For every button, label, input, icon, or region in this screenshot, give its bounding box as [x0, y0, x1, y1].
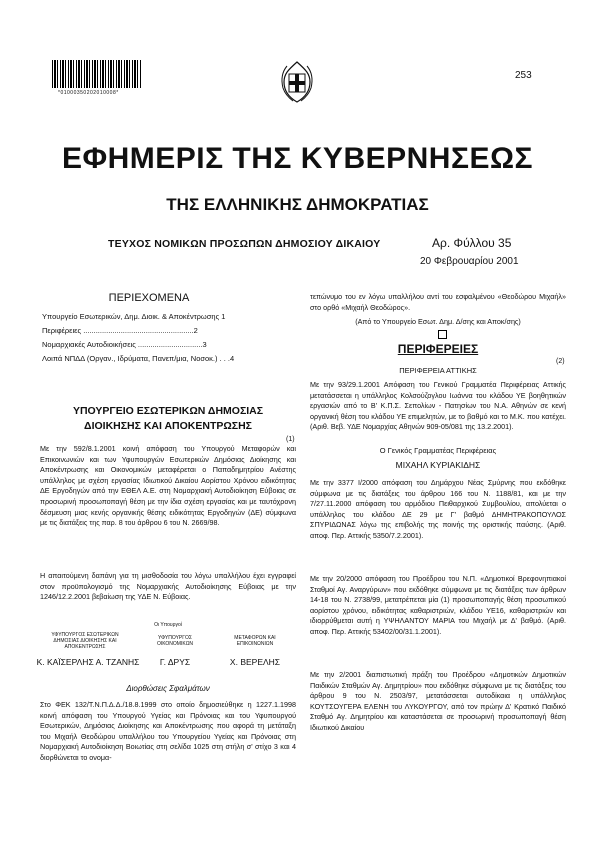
source-note: (Από το Υπουργείο Εσωτ. Δημ. Δ/σης και Αποκ/σης) — [355, 317, 521, 326]
greek-emblem-icon — [278, 58, 316, 106]
dismissal-paragraph: Με την 3377 Ι/2000 απόφαση του Δημάρχου Νέας Σμύρνης που εκδόθηκε σύμφωνα με τις διατάξεις του άρθρου 166 του Ν. 1188/81, και με την 7/27.11.2000 απόφαση του αρμόδιου Πειθαρχικού Συμβουλίου, απολύεται ο υπάλληλος του κλάδου ΔΕ 29 με Γ' βαθμό ΔΗΜΗΤΡΑΚΟΠΟΥΛΟΣ ΣΠΥΡΙΔΩΝΑΣ λόγω της επιβολής της ποινής της οριστικής παύσης. (Αριθ. αποφ. Περ. Αττικής 5350/7.2.2001). — [310, 478, 566, 540]
toc-item[interactable]: Νομαρχιακές Αυτοδιοικήσεις ...............................3 — [42, 340, 207, 349]
regions-heading: ΠΕΡΙΦΕΡΕΙΕΣ — [397, 342, 479, 356]
barcode-image — [52, 60, 142, 88]
barcode-number: *01000350202010008* — [58, 90, 119, 96]
note-number: (2) — [556, 358, 565, 365]
signer-name: Γ. ΔΡΥΣ — [159, 657, 191, 667]
budget-paragraph: Η απαιτούμενη δαπάνη για τη μισθοδοσία του λόγω υπαλλήλου έχει εγγραφεί στον προϋπολογισμό της Νομαρχιακής Αυτοδιοίκησης Εύβοιας με την 1246/12.2.2001 βεβαίωση της ΥΔΕ Ν. Εύβοιας. — [40, 571, 296, 602]
corrections-heading: Διορθώσεις Σφαλμάτων — [126, 684, 210, 693]
signer-role: ΥΦΥΠΟΥΡΓΟΣ ΟΙΚΟΝΟΜΙΚΩΝ — [156, 635, 194, 647]
toc-item[interactable]: Λοιπά ΝΠΔΔ (Οργαν., Ιδρύματα, Πανεπ/μια, Νοσοκ.) . . .4 — [42, 354, 235, 363]
signers-heading: Οι Υπουργοί — [154, 622, 182, 628]
signer-name: Χ. ΒΕΡΕΛΗΣ — [229, 657, 281, 667]
transfer-paragraph: Με την 93/29.1.2001 Απόφαση του Γενικού Γραμματέα Περιφέρειας Αττικής μετατάσσεται η υπάλληλος Κολσούζογλου Ιωάννα του κλάδου ΥΕ βοηθητικών εργασιών από το Β' Κ.Π.Σ. Σεπολίων - Πατησίων του Ν.Α. Αθηνών σε κενή οργανική θέση του κλάδου ΥΕ επιμελητών, με το βαθμό και το Μ.Κ. που κατέχει. (Αριθ. Βεβ. ΥΔΕ Νομαρχίας Αθηνών 909-05/081 της 13.2.2001). — [310, 380, 566, 432]
toc-item[interactable]: Υπουργείο Εσωτερικών, Δημ. Διοικ. & Αποκέντρωσης 1 — [42, 312, 226, 321]
correction-paragraph: Στο ΦΕΚ 132/Τ.Ν.Π.Δ.Δ./18.8.1999 στο οποίο δημοσιεύθηκε η 1227.1.1998 κοινή απόφαση του Υπουργού Υγείας και Πρόνοιας και του Υφυπουργού Εσωτερικών, Δημόσιας Διοίκησης και Αποκέντρωσης που αφορά τη μετάταξη του Μιχαήλ Θεοδώρου υπαλλήλου του Υπουργείου Υγείας και Πρόνοιας στη Νομαρχιακή Αυτοδιοίκηση Βοιωτίας στη σελίδα 1025 στη στήλη σ' στίχο 3 και 4 διορθώνεται το ονομα- — [40, 700, 296, 762]
section-square-icon — [438, 330, 447, 339]
gazette-title: ΕΦΗΜΕΡΙΣ ΤΗΣ ΚΥΒΕΡΝΗΣΕΩΣ — [61, 142, 534, 175]
ministry-heading-1: ΥΠΟΥΡΓΕΙΟ ΕΣΩΤΕΡΙΚΩΝ ΔΗΜΟΣΙΑΣ — [72, 405, 264, 417]
signer-role: ΥΦΥΠΟΥΡΓΟΣ ΕΣΩΤΕΡΙΚΩΝ ΔΗΜΟΣΙΑΣ ΔΙΟΙΚΗΣΗΣ ΚΑΙ ΑΠΟΚΕΝΤΡΩΣΗΣ — [51, 632, 119, 650]
signer-name: Κ. ΚΑΪΣΕΡΛΗΣ Α. ΤΖΑΝΗΣ — [36, 657, 140, 667]
declaratory-paragraph: Με την 2/2001 διαπιστωτική πράξη του Προέδρου «Δημοτικών Δημοτικών Παιδικών Σταθμών Αγ. Δημητρίου» που εκδόθηκε σύμφωνα με τις διατάξεις του άρθρου 9 του Ν. 2503/97, μετατάσσεται αυτοδίκαια η υπάλληλος ΚΟΥΤΣΟΥΓΕΡΑ ΕΛΕΝΗ του ΛΥΚΟΥΡΓΟΥ, από τον πρώην Δ' Κρατικό Παιδικό Σταθμό Αγ. Δημητρίου και καταστάσεται σε προσωρινή προσωποπαγή θέση Ιδιωτικού Δικαίου — [310, 670, 566, 732]
note-number: (1) — [286, 436, 295, 443]
sheet-number: Αρ. Φύλλου 35 — [432, 236, 512, 250]
toc-heading: ΠΕΡΙΕΧΟΜΕΝΑ — [108, 292, 190, 304]
signer-role: ΜΕΤΑΦΟΡΩΝ ΚΑΙ ΕΠΙΚΟΙΝΩΝΙΩΝ — [234, 635, 276, 647]
region-name: ΠΕΡΙΦΕΡΕΙΑ ΑΤΤΙΚΗΣ — [399, 366, 477, 375]
correction-continuation: τεπώνυμο του εν λόγω υπαλλήλου αντί του εσφαλμένου «Θεοδώρου Μιχαήλ» στο ορθό «Μιχαήλ Θεοδώρος». — [310, 292, 566, 312]
series-label: ΤΕΥΧΟΣ ΝΟΜΙΚΩΝ ΠΡΟΣΩΠΩΝ ΔΗΜΟΣΙΟΥ ΔΙΚΑΙΟΥ — [108, 238, 381, 250]
secretary-title: Ο Γενικός Γραμματέας Περιφέρειας — [379, 446, 497, 455]
page-number: 253 — [515, 70, 532, 81]
conversion-paragraph: Με την 20/2000 απόφαση του Προέδρου του Ν.Π. «Δημοτικοί Βρεφονηπιακοί Σταθμοί Αγ. Αναργύρων» που εκδόθηκε σύμφωνα με τις διατάξεις των άρθρων 14-18 του Ν. 2738/99, μετατρέπεται μία (1) προσωποπαγής θέση προσωπικού αορίστου χρόνου, ειδικότητας καθαριστριών, κλάδου ΥΕ16, καθαριστριών και ιδιορρύθμεται αυτή η ΥΨΗΛΑΝΤΟΥ ΜΑΡΙΑ του Μιχαήλ με Δ' βαθμό. (Αριθ. αποφ. Περ. Αττικής 53402/00/31.1.2001). — [310, 574, 566, 636]
toc-item[interactable]: Περιφέρειες .....................................................2 — [42, 326, 198, 335]
secretary-name: ΜΙΧΑΗΛ ΚΥΡΙΑΚΙΔΗΣ — [395, 460, 481, 470]
ministry-heading-2: ΔΙΟΙΚΗΣΗΣ ΚΑΙ ΑΠΟΚΕΝΤΡΩΣΗΣ — [84, 420, 252, 432]
gazette-subtitle: ΤΗΣ ΕΛΛΗΝΙΚΗΣ ΔΗΜΟΚΡΑΤΙΑΣ — [166, 195, 429, 214]
issue-date: 20 Φεβρουαρίου 2001 — [420, 256, 519, 267]
decision-paragraph: Με την 592/8.1.2001 κοινή απόφαση του Υπουργού Μεταφορών και Επικοινωνιών και των Υφυπουργών Εσωτερικών Δημόσιας Διοίκησης και Αποκέντρωσης και Οικονομικών μεταφέρεται ο Παπαδημητρίου Ανέστης υπάλληλος με σχέση εργασίας Ιδιωτικού Δικαίου Αορίστου Χρόνου ειδικότητας ΔΕ Εργοδηγών από την ΕΘΕΛ Α.Ε. στη Νομαρχιακή Αυτοδιοίκηση Εύβοιας σε προσωρινή προσωποπαγή θέση με την ίδια σχέση εργασίας και με ταυτόχρονη δέσμευση μιας κενής οργανικής θέσης ειδικότητας Εργοδηγών (ΔΕ) σύμφωνα με τις διατάξεις της παρ. 8 του άρθρου 6 του Ν. 2669/98. — [40, 444, 296, 528]
